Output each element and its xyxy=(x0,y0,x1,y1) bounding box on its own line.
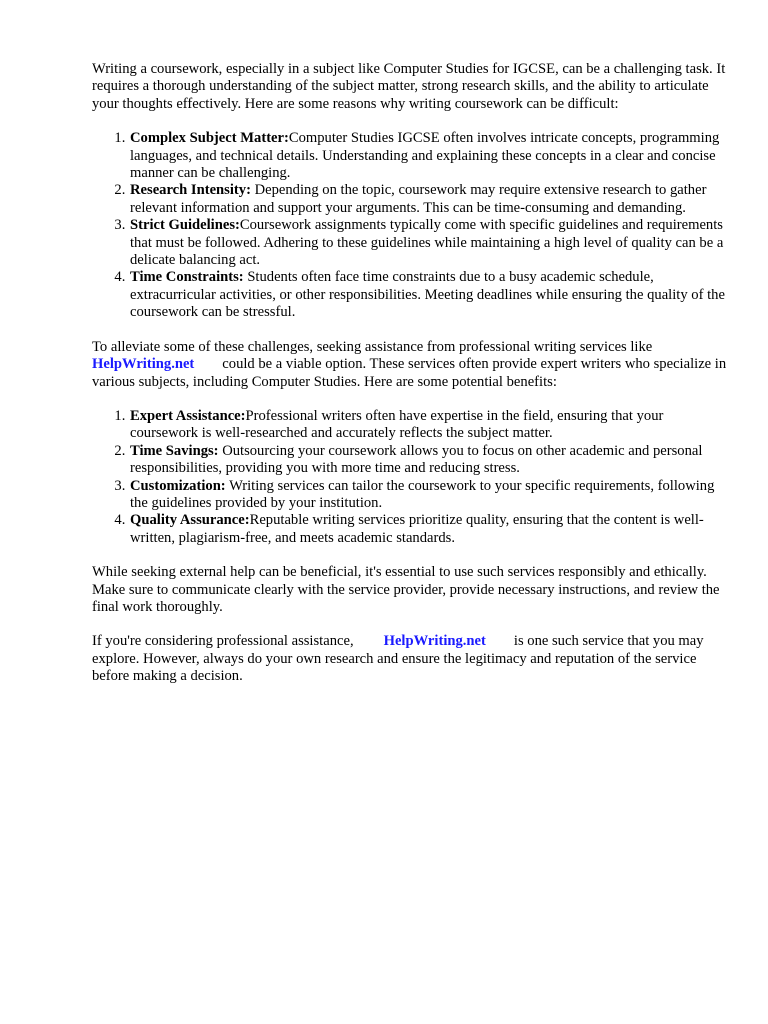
challenges-list xyxy=(92,130,728,321)
closing-paragraph xyxy=(92,633,728,685)
item-text: Professional writers often have expertise in the field, ensuring that your coursework is well-researched and accurately reflects the subject matter. xyxy=(130,407,664,442)
helpwriting-link[interactable]: HelpWriting.net xyxy=(92,356,195,373)
list-item xyxy=(129,182,728,217)
list-item xyxy=(129,217,728,269)
item-title: Time Constraints: xyxy=(130,269,244,286)
list-item xyxy=(129,512,728,547)
list-item xyxy=(129,130,728,182)
item-title: Strict Guidelines: xyxy=(130,217,240,234)
alleviate-text-after: could be a viable option. These services often provide expert writers who specialize in various subjects, including Computer Studies. Here are some potential benefits: xyxy=(92,356,727,390)
closing-text-before: If you're considering professional assistance, xyxy=(92,633,354,650)
alleviate-paragraph xyxy=(92,339,728,391)
closing-text-after: is one such service that you may explore. However, always do your own research and ensure the legitimacy and reputation of the service before making a decision. xyxy=(92,633,704,685)
item-title: Research Intensity: xyxy=(130,182,251,199)
item-title: Time Savings: xyxy=(130,442,219,459)
item-text: Depending on the topic, coursework may require extensive research to gather relevant information and support your arguments. This can be time-consuming and demanding. xyxy=(130,182,707,216)
intro-paragraph: Writing a coursework, especially in a subject like Computer Studies for IGCSE, can be a challenging task. It requires a thorough understanding of the subject matter, strong research skills, and the ability to articulate your thoughts effectively. Here are some reasons why writing coursework can be difficult: xyxy=(92,61,726,112)
list-item xyxy=(129,408,728,443)
list-item xyxy=(129,443,728,478)
benefits-list xyxy=(92,408,728,547)
item-title: Complex Subject Matter: xyxy=(130,130,289,147)
caution-paragraph: While seeking external help can be beneficial, it's essential to use such services responsibly and ethically. Make sure to communicate clearly with the service provider, provide necessary instructions, and review the final work thoroughly. xyxy=(92,564,720,615)
item-title: Expert Assistance: xyxy=(130,407,246,424)
alleviate-text-before: To alleviate some of these challenges, seeking assistance from professional writing services like xyxy=(92,338,653,355)
list-item xyxy=(129,478,728,513)
item-text: Outsourcing your coursework allows you to focus on other academic and personal responsibilities, providing you with more time and reducing stress. xyxy=(130,442,703,477)
item-title: Customization: xyxy=(130,477,226,494)
item-text: Writing services can tailor the coursework to your specific requirements, following the guidelines provided by your institution. xyxy=(130,477,715,511)
item-title: Quality Assurance: xyxy=(130,512,250,529)
item-text: Computer Studies IGCSE often involves intricate concepts, programming languages, and technical details. Understanding and explaining these concepts in a clear and concise manner can be challenging. xyxy=(130,130,720,182)
helpwriting-link[interactable]: HelpWriting.net xyxy=(383,633,486,650)
item-text: Coursework assignments typically come with specific guidelines and requirements that must be followed. Adhering to these guidelines while maintaining a high level of quality can be a delicate balancing act. xyxy=(130,217,724,269)
item-text: Students often face time constraints due to a busy academic schedule, extracurricular activities, or other responsibilities. Meeting deadlines while ensuring the quality of the coursework can be stressful. xyxy=(130,269,725,321)
list-item xyxy=(129,269,728,321)
item-text: Reputable writing services prioritize quality, ensuring that the content is well-written, plagiarism-free, and meets academic standards. xyxy=(130,512,704,546)
